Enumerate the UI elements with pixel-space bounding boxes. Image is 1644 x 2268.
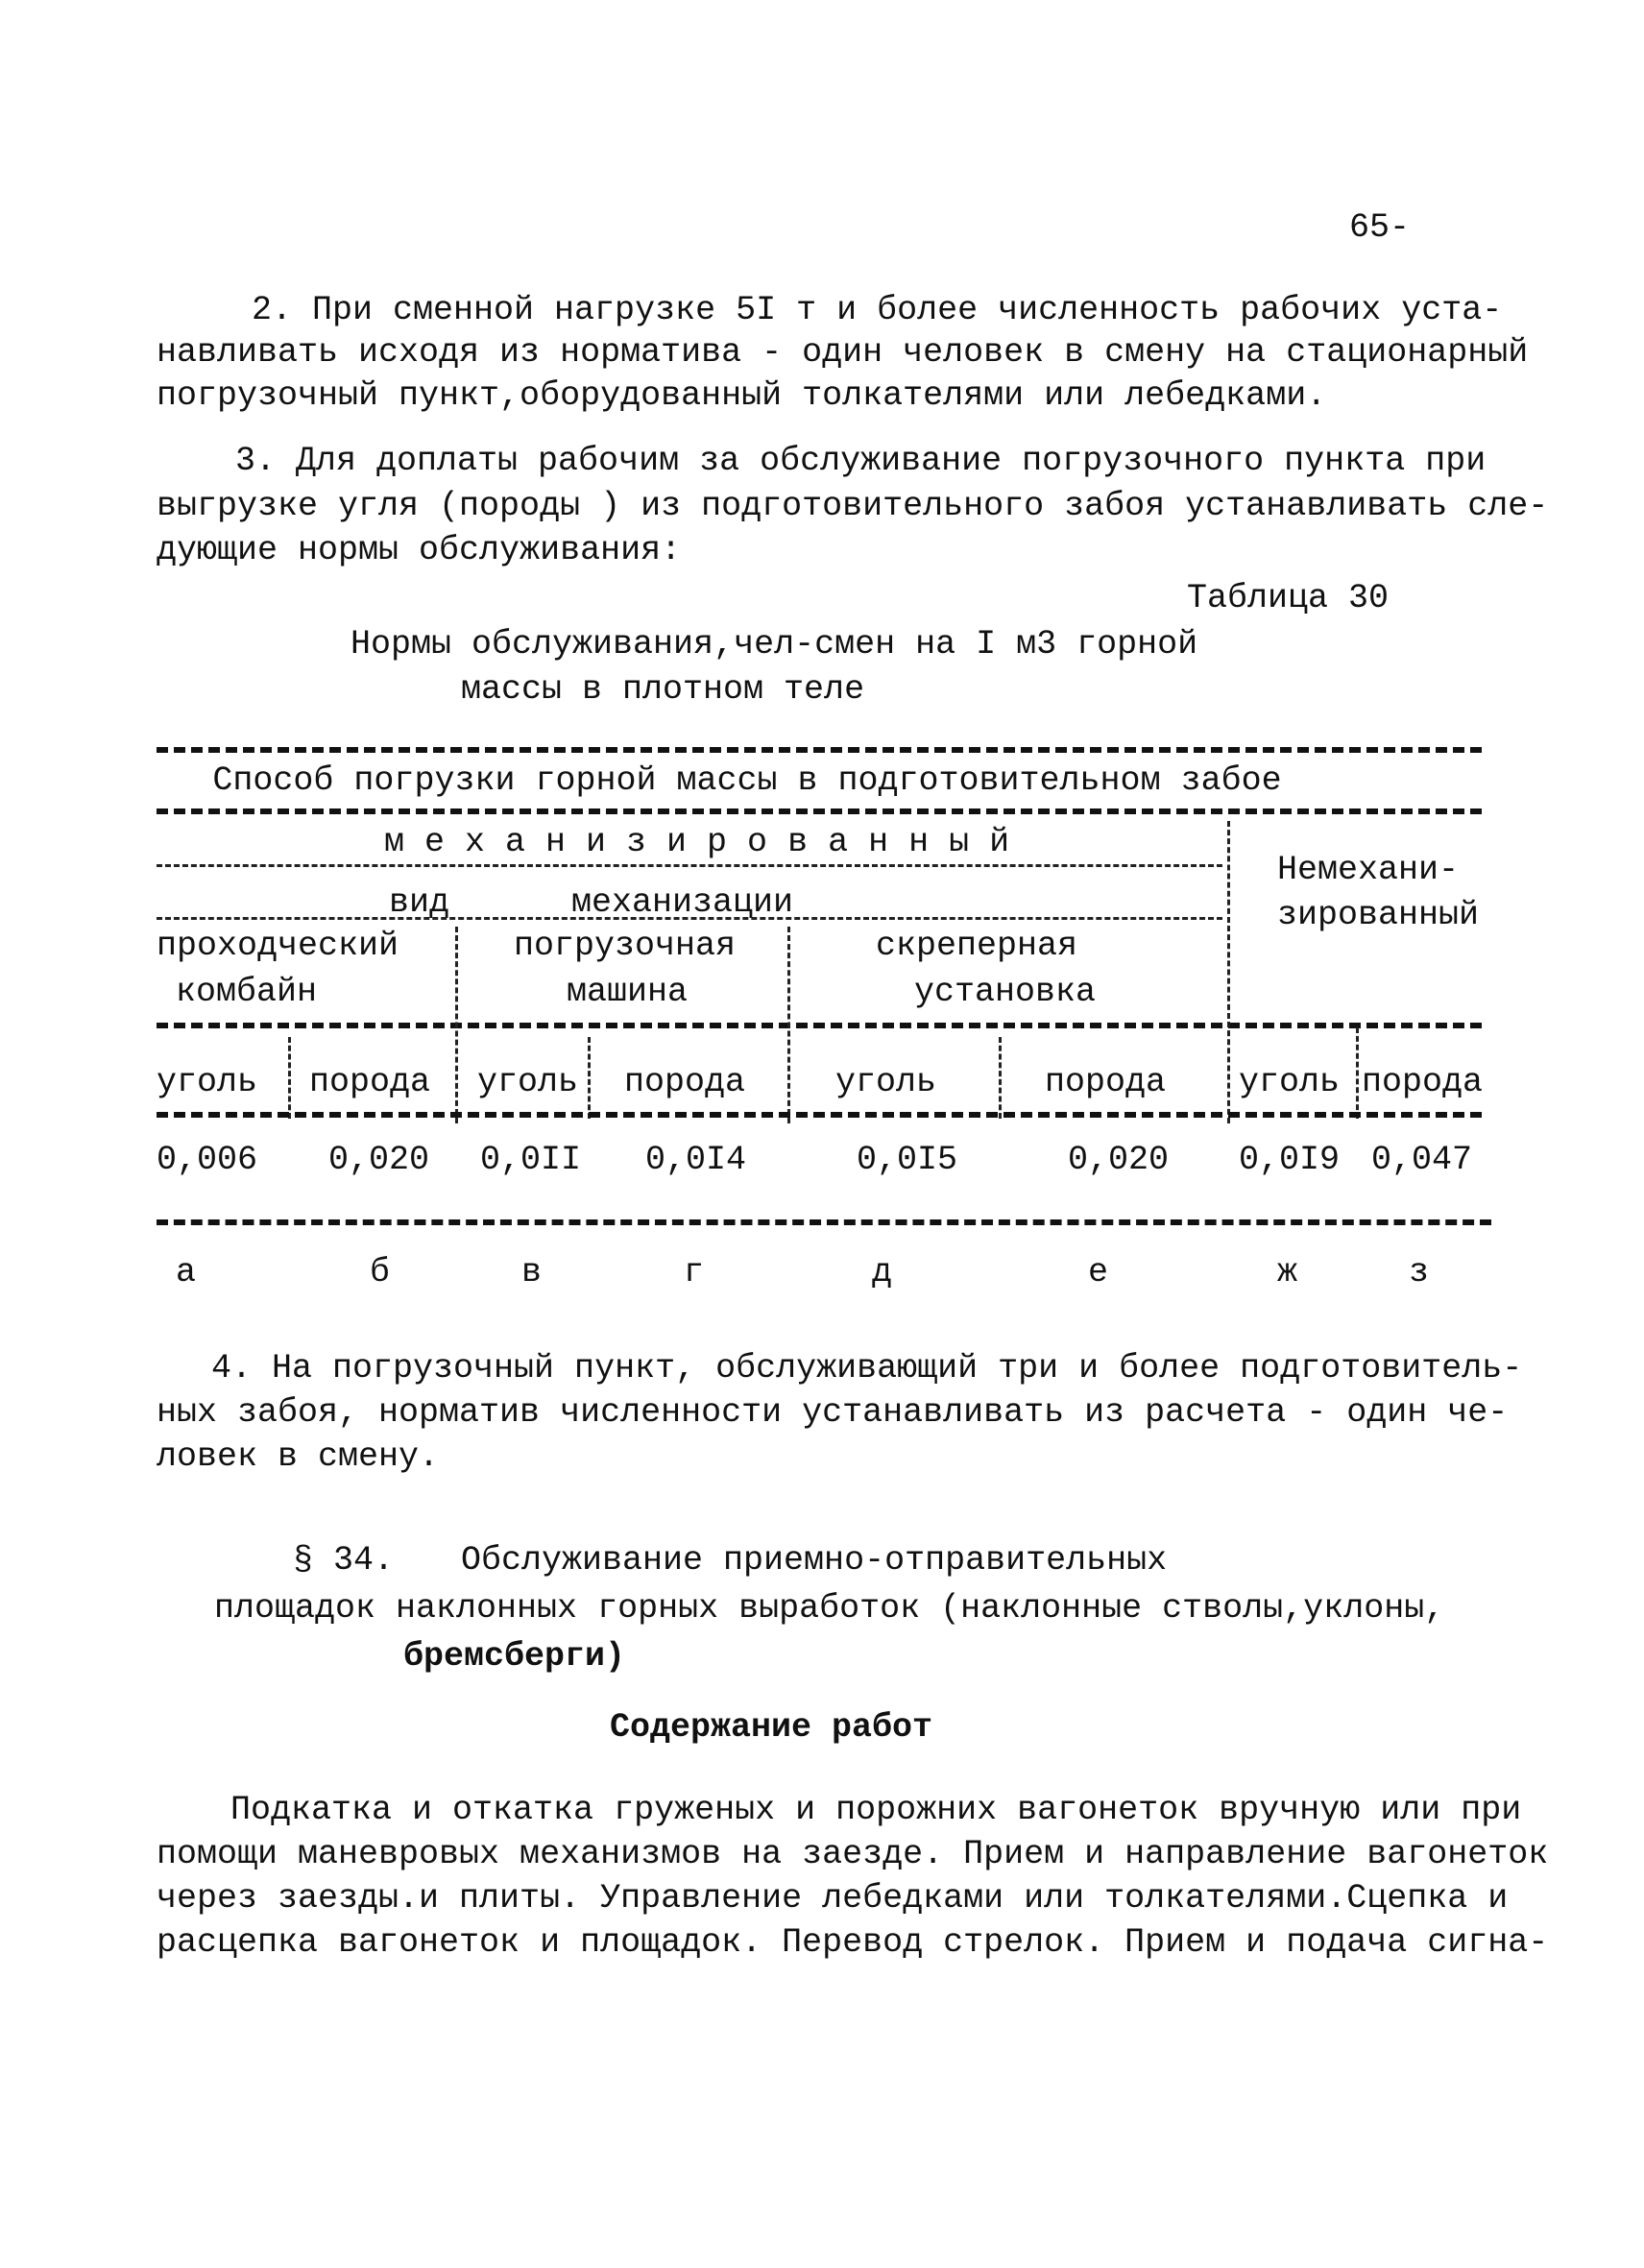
body-line: расцепка вагонеток и площадок. Перевод стрелок. Прием и подача сигна- xyxy=(157,1923,1549,1962)
table-value: 0,020 xyxy=(1068,1141,1170,1179)
para3-line: дующие нормы обслуживания: xyxy=(157,531,682,569)
table-column-divider xyxy=(1227,821,1230,1123)
table-column-divider xyxy=(455,927,458,1123)
table-subheader: порода xyxy=(624,1063,746,1101)
table-header-vid: вид xyxy=(389,883,450,922)
table-column-letter: ж xyxy=(1277,1253,1298,1291)
table-column-letter: з xyxy=(1409,1253,1430,1291)
table-group-header: установка xyxy=(914,973,1097,1011)
table-caption-line: Нормы обслуживания,чел-смен на I м3 горной xyxy=(351,625,1198,664)
table-value: 0,0I9 xyxy=(1239,1141,1341,1179)
table-rule xyxy=(157,864,1222,867)
table-subheader: уголь xyxy=(835,1063,937,1101)
table-subheader: порода xyxy=(309,1063,431,1101)
para3-line: выгрузке угля (породы ) из подготовительного забоя устанавливать сле- xyxy=(157,487,1549,525)
table-column-letter: а xyxy=(176,1253,197,1291)
table-group-header: комбайн xyxy=(176,973,318,1011)
table-rule xyxy=(157,808,1482,814)
table-value: 0,006 xyxy=(157,1141,258,1179)
page-number: 65- xyxy=(1349,208,1411,247)
table-subheader: порода xyxy=(1045,1063,1167,1101)
table-rule-bottom xyxy=(157,1219,1491,1225)
table-value: 0,0I5 xyxy=(857,1141,958,1179)
table-header-nonmechanized: зированный xyxy=(1277,896,1480,934)
table-label: Таблица 30 xyxy=(1187,579,1390,617)
para2-line: погрузочный пункт,оборудованный толкателями или лебедками. xyxy=(157,376,1327,415)
para3-line: 3. Для доплаты рабочим за обслуживание погрузочного пункта при xyxy=(235,442,1487,480)
table-subheader: уголь xyxy=(477,1063,579,1101)
table-rule xyxy=(157,917,1222,920)
table-rule xyxy=(157,1112,1482,1118)
table-rule xyxy=(157,1023,1482,1028)
table-value: 0,0II xyxy=(480,1141,582,1179)
table-header-mechanization: механизации xyxy=(571,883,794,922)
table-value: 0,047 xyxy=(1371,1141,1473,1179)
table-value: 0,020 xyxy=(328,1141,430,1179)
table-column-letter: д xyxy=(872,1253,893,1291)
para2-line: 2. При сменной нагрузке 5I т и более численность рабочих уста- xyxy=(252,291,1503,329)
body-line: через заезды.и плиты. Управление лебедками или толкателями.Сцепка и xyxy=(157,1879,1509,1918)
table-column-divider xyxy=(588,1037,591,1119)
para4-line: 4. На погрузочный пункт, обслуживающий три и более подготовитель- xyxy=(211,1349,1523,1387)
body-line: помощи маневровых механизмов на заезде. Прием и направление вагонеток xyxy=(157,1835,1549,1873)
table-column-letter: б xyxy=(370,1253,391,1291)
table-column-divider xyxy=(787,927,790,1123)
table-value: 0,0I4 xyxy=(645,1141,747,1179)
table-header-main: Способ погрузки горной массы в подготовительном забое xyxy=(212,761,1282,800)
table-column-divider xyxy=(288,1037,291,1119)
para2-line: навливать исходя из норматива - один человек в смену на стационарный xyxy=(157,333,1529,372)
table-subheader: уголь xyxy=(157,1063,258,1101)
para4-line: ловек в смену. xyxy=(157,1437,440,1476)
table-column-letter: в xyxy=(521,1253,543,1291)
section-number: § 34. xyxy=(293,1541,395,1580)
body-line: Подкатка и откатка груженых и порожних вагонеток вручную или при xyxy=(230,1791,1522,1829)
table-group-header: проходческий xyxy=(157,927,399,965)
subheading: Содержание работ xyxy=(610,1708,933,1747)
para4-line: ных забоя, норматив численности устанавливать из расчета - один че- xyxy=(157,1393,1509,1432)
table-header-nonmechanized: Немехани- xyxy=(1277,851,1460,889)
table-group-header: погрузочная xyxy=(514,927,737,965)
table-group-header: машина xyxy=(567,973,689,1011)
table-caption-line: массы в плотном теле xyxy=(461,670,865,709)
section-title-line: Обслуживание приемно-отправительных xyxy=(461,1541,1168,1580)
table-column-divider xyxy=(1356,1027,1359,1119)
table-subheader: порода xyxy=(1362,1063,1484,1101)
table-column-letter: е xyxy=(1088,1253,1109,1291)
table-column-letter: г xyxy=(684,1253,705,1291)
section-title-line: бремсберги) xyxy=(403,1637,626,1676)
table-rule-top xyxy=(157,747,1482,753)
table-header-mechanized: м е х а н и з и р о в а н н ы й xyxy=(384,823,1010,861)
table-column-divider xyxy=(999,1037,1002,1119)
section-title-line: площадок наклонных горных выработок (наклонные стволы,уклоны, xyxy=(214,1589,1445,1628)
table-subheader: уголь xyxy=(1239,1063,1341,1101)
table-group-header: скреперная xyxy=(876,927,1078,965)
